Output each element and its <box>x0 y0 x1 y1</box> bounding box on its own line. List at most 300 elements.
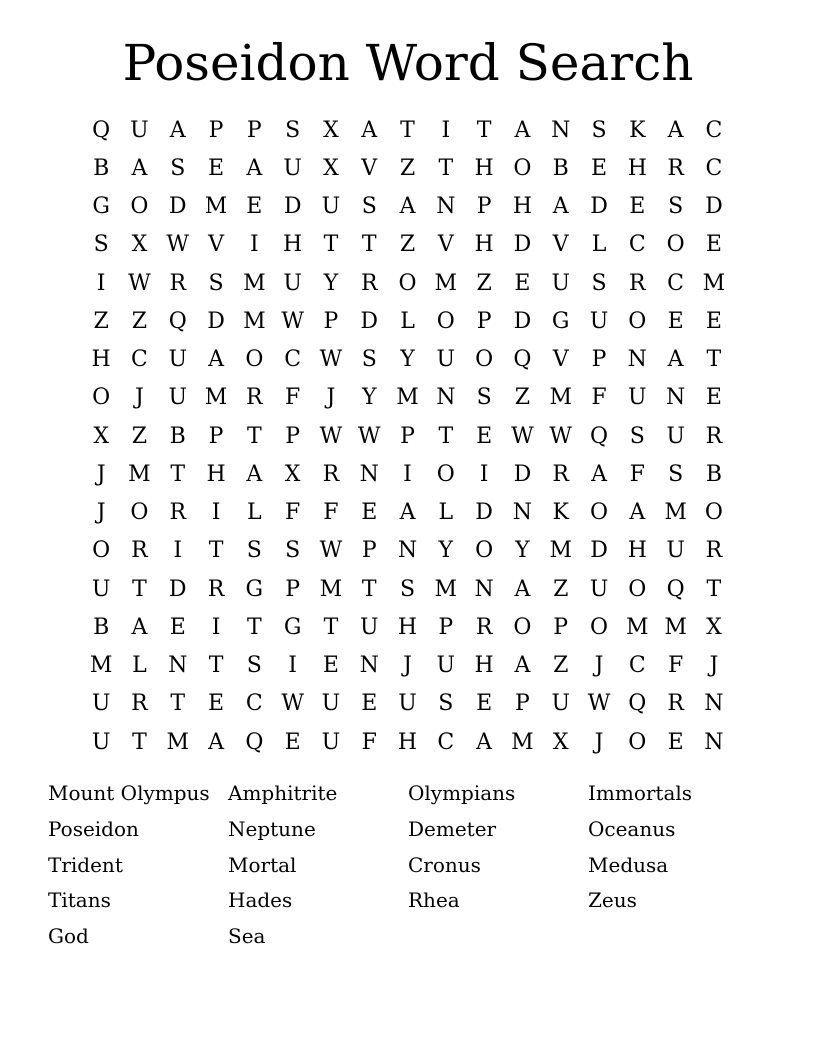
word-list-item: Medusa <box>588 852 669 877</box>
letter-grid <box>82 111 733 761</box>
grid-letter: I <box>249 232 259 258</box>
grid-letter: I <box>211 614 221 640</box>
grid-letter: U <box>321 194 341 220</box>
grid-letter: N <box>474 576 494 602</box>
grid-letter: B <box>93 155 110 181</box>
grid-letter: R <box>360 270 378 296</box>
grid-letter: R <box>705 538 723 564</box>
grid-letter: Q <box>245 729 264 755</box>
grid-letter: M <box>166 729 189 755</box>
grid-letter: Z <box>399 232 416 258</box>
grid-letter: Z <box>476 270 492 296</box>
word-list-item: Zeus <box>588 888 637 913</box>
grid-letter: W <box>128 270 151 296</box>
grid-letter: T <box>438 155 454 181</box>
grid-letter: I <box>211 500 221 526</box>
grid-letter: E <box>667 729 684 755</box>
grid-letter: M <box>434 270 458 296</box>
grid-letter: U <box>91 691 111 717</box>
word-list-item: Demeter <box>408 816 497 841</box>
grid-letter: N <box>168 653 188 679</box>
grid-letter: P <box>285 576 301 602</box>
grid-letter: S <box>476 385 492 411</box>
grid-letter: P <box>515 691 530 717</box>
grid-letter: Y <box>361 385 377 411</box>
word-list-item: Trident <box>48 852 123 877</box>
grid-letter: A <box>514 653 531 679</box>
grid-letter: W <box>281 691 304 717</box>
grid-letter: P <box>323 308 339 334</box>
grid-letter: X <box>131 232 148 258</box>
grid-letter: D <box>513 232 532 258</box>
grid-letter: R <box>246 385 263 411</box>
grid-letter: Z <box>514 385 531 411</box>
grid-letter: M <box>434 576 458 602</box>
grid-letter: N <box>512 500 533 526</box>
grid-letter: A <box>131 155 148 181</box>
grid-letter: T <box>208 538 224 564</box>
grid-letter: J <box>135 385 144 411</box>
grid-letter: Q <box>628 691 647 717</box>
grid-letter: M <box>549 385 572 411</box>
grid-letter: U <box>321 691 341 717</box>
grid-letter: T <box>361 232 377 258</box>
grid-letter: P <box>208 423 224 449</box>
word-list-item: Olympians <box>408 781 516 805</box>
grid-letter: N <box>704 729 724 755</box>
grid-letter: F <box>591 385 607 411</box>
grid-letter: D <box>168 194 187 220</box>
grid-letter: F <box>323 500 339 526</box>
grid-letter: U <box>91 729 111 755</box>
grid-letter: Z <box>131 423 148 449</box>
grid-letter: M <box>243 308 266 334</box>
grid-letter: J <box>403 653 412 679</box>
grid-letter: N <box>436 194 456 220</box>
grid-letter: E <box>705 308 722 334</box>
grid-letter: S <box>629 423 645 449</box>
grid-letter: E <box>514 270 531 296</box>
grid-letter: C <box>131 347 148 373</box>
grid-letter: A <box>246 461 263 487</box>
grid-letter: D <box>513 461 532 487</box>
grid-letter: L <box>438 500 454 526</box>
word-list-item: Oceanus <box>588 816 676 841</box>
grid-letter: U <box>666 423 685 449</box>
grid-letter: A <box>591 461 607 487</box>
grid-letter: P <box>246 117 262 143</box>
grid-letter: T <box>323 232 339 258</box>
grid-letter: S <box>285 538 301 564</box>
grid-letter: L <box>400 308 415 334</box>
grid-letter: U <box>589 576 609 602</box>
grid-letter: A <box>476 729 493 755</box>
grid-letter: T <box>706 347 722 373</box>
grid-letter: H <box>91 347 111 373</box>
grid-letter: P <box>361 538 377 564</box>
grid-letter: A <box>514 576 531 602</box>
grid-letter: E <box>284 729 301 755</box>
grid-letter: U <box>436 653 456 679</box>
grid-letter: U <box>359 614 379 640</box>
grid-letter: C <box>437 729 455 755</box>
grid-letter: U <box>168 385 188 411</box>
grid-letter: T <box>400 117 415 143</box>
grid-letter: V <box>437 232 454 258</box>
grid-letter: X <box>323 117 339 143</box>
grid-letter: C <box>628 232 646 258</box>
grid-letter: N <box>359 461 379 487</box>
grid-letter: D <box>590 194 608 220</box>
grid-letter: T <box>476 117 492 143</box>
grid-letter: S <box>208 270 224 296</box>
grid-letter: H <box>627 155 647 181</box>
grid-letter: S <box>361 194 377 220</box>
grid-letter: R <box>169 270 187 296</box>
grid-letter: E <box>629 194 646 220</box>
grid-letter: P <box>400 423 415 449</box>
grid-letter: I <box>479 461 489 487</box>
grid-letter: J <box>326 385 336 411</box>
grid-letter: A <box>131 614 148 640</box>
grid-letter: G <box>245 576 264 602</box>
grid-letter: T <box>706 576 722 602</box>
grid-letter: M <box>664 614 687 640</box>
grid-letter: U <box>551 691 570 717</box>
grid-letter: T <box>208 653 224 679</box>
grid-letter: H <box>512 194 532 220</box>
grid-letter: Z <box>553 576 569 602</box>
grid-letter: A <box>361 117 378 143</box>
word-list <box>48 776 768 955</box>
grid-letter: O <box>628 576 647 602</box>
grid-letter: I <box>173 538 183 564</box>
word-list-item: Sea <box>228 924 266 948</box>
grid-letter: O <box>704 500 723 526</box>
grid-letter: A <box>667 347 684 373</box>
grid-letter: O <box>436 461 455 487</box>
grid-letter: F <box>285 385 301 411</box>
word-list-item: Neptune <box>228 816 316 841</box>
word-list-item: Amphitrite <box>228 781 338 805</box>
grid-letter: B <box>93 614 110 640</box>
grid-letter: P <box>476 308 492 334</box>
grid-letter: U <box>283 270 302 296</box>
grid-letter: W <box>281 308 304 334</box>
grid-letter: E <box>590 155 608 181</box>
grid-letter: E <box>208 155 225 181</box>
grid-letter: M <box>204 385 228 411</box>
grid-letter: A <box>246 155 263 181</box>
grid-letter: B <box>552 155 569 181</box>
grid-letter: G <box>551 308 570 334</box>
grid-letter: R <box>705 423 723 449</box>
grid-letter: U <box>168 347 188 373</box>
word-list-item: Rhea <box>408 888 460 913</box>
grid-letter: M <box>89 653 113 679</box>
grid-letter: P <box>553 614 569 640</box>
grid-letter: N <box>436 385 456 411</box>
grid-letter: S <box>361 347 377 373</box>
grid-letter: R <box>322 461 340 487</box>
grid-letter: E <box>208 691 225 717</box>
grid-letter: O <box>628 308 647 334</box>
grid-letter: S <box>438 691 454 717</box>
grid-letter: M <box>664 500 687 526</box>
grid-letter: D <box>360 308 379 334</box>
grid-letter: L <box>591 232 607 258</box>
grid-letter: A <box>208 347 224 373</box>
grid-letter: E <box>476 691 493 717</box>
grid-letter: G <box>283 614 302 640</box>
grid-letter: J <box>96 461 106 487</box>
grid-letter: E <box>361 691 378 717</box>
grid-letter: X <box>323 155 339 181</box>
grid-letter: C <box>705 155 723 181</box>
grid-letter: U <box>321 729 341 755</box>
grid-letter: Z <box>553 653 569 679</box>
grid-letter: I <box>441 117 451 143</box>
grid-letter: O <box>245 347 264 373</box>
grid-letter: P <box>591 347 607 373</box>
grid-letter: O <box>513 614 532 640</box>
grid-letter: N <box>359 653 379 679</box>
grid-letter: U <box>283 155 302 181</box>
word-list-item: Mount Olympus <box>48 781 210 805</box>
grid-letter: M <box>702 270 726 296</box>
grid-letter: S <box>668 461 684 487</box>
grid-letter: U <box>551 270 570 296</box>
grid-letter: J <box>594 729 604 755</box>
grid-letter: S <box>246 653 262 679</box>
word-list-item: Hades <box>228 888 293 913</box>
grid-letter: J <box>96 500 106 526</box>
grid-letter: M <box>243 270 266 296</box>
grid-letter: L <box>247 500 262 526</box>
grid-letter: H <box>397 729 418 755</box>
grid-letter: N <box>665 385 686 411</box>
grid-letter: Q <box>513 347 532 373</box>
grid-letter: D <box>590 538 608 564</box>
grid-letter: N <box>627 347 647 373</box>
grid-letter: T <box>132 576 147 602</box>
grid-letter: O <box>92 538 111 564</box>
grid-letter: A <box>399 500 416 526</box>
grid-letter: Z <box>399 155 416 181</box>
grid-letter: E <box>322 653 339 679</box>
grid-letter: T <box>438 423 454 449</box>
grid-letter: E <box>705 385 722 411</box>
grid-letter: M <box>396 385 419 411</box>
grid-letter: O <box>436 308 455 334</box>
grid-letter: I <box>403 461 412 487</box>
grid-letter: R <box>131 691 148 717</box>
grid-letter: Q <box>666 576 685 602</box>
grid-letter: C <box>245 691 263 717</box>
word-list-item: Mortal <box>228 852 297 877</box>
grid-letter: U <box>436 347 456 373</box>
grid-letter: T <box>170 461 186 487</box>
grid-letter: W <box>511 423 534 449</box>
grid-letter: O <box>628 729 647 755</box>
grid-letter: R <box>475 614 493 640</box>
grid-letter: A <box>514 117 531 143</box>
grid-letter: O <box>398 270 417 296</box>
grid-letter: N <box>551 117 571 143</box>
grid-letter: W <box>549 423 573 449</box>
grid-letter: P <box>285 423 301 449</box>
grid-letter: A <box>169 117 186 143</box>
grid-letter: W <box>166 232 190 258</box>
grid-letter: V <box>552 232 569 258</box>
grid-letter: D <box>283 194 302 220</box>
grid-letter: W <box>319 538 343 564</box>
grid-letter: S <box>399 576 416 602</box>
grid-letter: A <box>667 117 684 143</box>
word-list-item: Poseidon <box>48 816 139 841</box>
grid-letter: H <box>283 232 303 258</box>
grid-letter: M <box>549 538 572 564</box>
grid-letter: H <box>474 155 494 181</box>
grid-letter: F <box>667 653 684 679</box>
grid-letter: E <box>476 423 493 449</box>
grid-letter: X <box>552 729 569 755</box>
grid-letter: T <box>246 423 262 449</box>
grid-letter: M <box>511 729 534 755</box>
grid-letter: Q <box>168 308 187 334</box>
grid-letter: O <box>475 538 494 564</box>
grid-letter: R <box>131 538 148 564</box>
grid-letter: S <box>591 117 607 143</box>
grid-letter: R <box>667 155 684 181</box>
grid-letter: A <box>208 729 224 755</box>
grid-letter: K <box>629 117 646 143</box>
grid-letter: Z <box>93 308 109 334</box>
grid-letter: C <box>284 347 302 373</box>
grid-letter: O <box>130 194 149 220</box>
grid-letter: O <box>475 347 494 373</box>
grid-letter: S <box>246 538 262 564</box>
grid-letter: D <box>207 308 225 334</box>
grid-letter: M <box>204 194 228 220</box>
grid-letter: E <box>246 194 263 220</box>
grid-letter: R <box>629 270 646 296</box>
grid-letter: Y <box>438 538 454 564</box>
grid-letter: Q <box>589 423 609 449</box>
page-title: Poseidon Word Search <box>122 34 694 92</box>
grid-letter: E <box>169 614 186 640</box>
grid-letter: H <box>474 653 494 679</box>
grid-letter: S <box>285 117 301 143</box>
grid-letter: N <box>397 538 418 564</box>
grid-letter: Q <box>92 117 111 143</box>
grid-letter: W <box>357 423 381 449</box>
grid-letter: R <box>169 500 187 526</box>
grid-letter: U <box>628 385 647 411</box>
grid-letter: D <box>705 194 723 220</box>
grid-letter: T <box>361 576 377 602</box>
grid-letter: C <box>705 117 723 143</box>
grid-letter: Y <box>400 347 415 373</box>
grid-letter: O <box>589 500 609 526</box>
grid-letter: I <box>288 653 297 679</box>
grid-letter: X <box>706 614 722 640</box>
word-list-item: Titans <box>48 888 111 913</box>
grid-letter: O <box>513 155 532 181</box>
grid-letter: M <box>128 461 151 487</box>
grid-letter: R <box>207 576 225 602</box>
grid-letter: V <box>208 232 224 258</box>
grid-letter: W <box>587 691 611 717</box>
grid-letter: P <box>208 117 224 143</box>
grid-letter: S <box>668 194 684 220</box>
grid-letter: O <box>92 385 111 411</box>
grid-letter: F <box>361 729 377 755</box>
grid-letter: T <box>132 729 147 755</box>
grid-letter: E <box>705 232 722 258</box>
grid-letter: D <box>475 500 493 526</box>
grid-letter: F <box>629 461 645 487</box>
grid-letter: N <box>704 691 724 717</box>
grid-letter: T <box>170 691 186 717</box>
grid-letter: X <box>93 423 109 449</box>
grid-letter: J <box>594 653 604 679</box>
grid-letter: G <box>92 194 110 220</box>
grid-letter: K <box>552 500 569 526</box>
grid-letter: H <box>474 232 494 258</box>
grid-letter: P <box>438 614 454 640</box>
grid-letter: S <box>170 155 186 181</box>
grid-letter: I <box>96 270 106 296</box>
grid-letter: H <box>397 614 418 640</box>
grid-letter: S <box>93 232 109 258</box>
grid-letter: M <box>319 576 343 602</box>
word-list-item: Immortals <box>588 781 693 805</box>
word-list-item: Cronus <box>408 852 481 877</box>
grid-letter: V <box>361 155 378 181</box>
grid-letter: J <box>709 653 719 679</box>
grid-letter: P <box>476 194 492 220</box>
grid-letter: X <box>284 461 301 487</box>
grid-letter: U <box>130 117 149 143</box>
grid-letter: O <box>666 232 685 258</box>
grid-letter: W <box>319 347 343 373</box>
grid-letter: T <box>323 614 339 640</box>
grid-letter: H <box>627 538 647 564</box>
grid-letter: M <box>626 614 649 640</box>
grid-letter: U <box>666 538 685 564</box>
grid-letter: F <box>285 500 301 526</box>
grid-letter: C <box>628 653 646 679</box>
grid-letter: U <box>589 308 609 334</box>
grid-letter: Z <box>131 308 148 334</box>
grid-letter: L <box>132 653 147 679</box>
grid-letter: S <box>591 270 607 296</box>
grid-letter: B <box>705 461 722 487</box>
word-list-item: God <box>48 924 89 948</box>
grid-letter: T <box>246 614 262 640</box>
grid-letter: A <box>629 500 646 526</box>
grid-letter: D <box>513 308 532 334</box>
grid-letter: A <box>552 194 569 220</box>
grid-letter: O <box>130 500 149 526</box>
grid-letter: B <box>169 423 186 449</box>
grid-letter: Y <box>323 270 339 296</box>
grid-letter: E <box>361 500 378 526</box>
grid-letter: H <box>206 461 226 487</box>
grid-letter: W <box>319 423 343 449</box>
grid-letter: O <box>589 614 609 640</box>
